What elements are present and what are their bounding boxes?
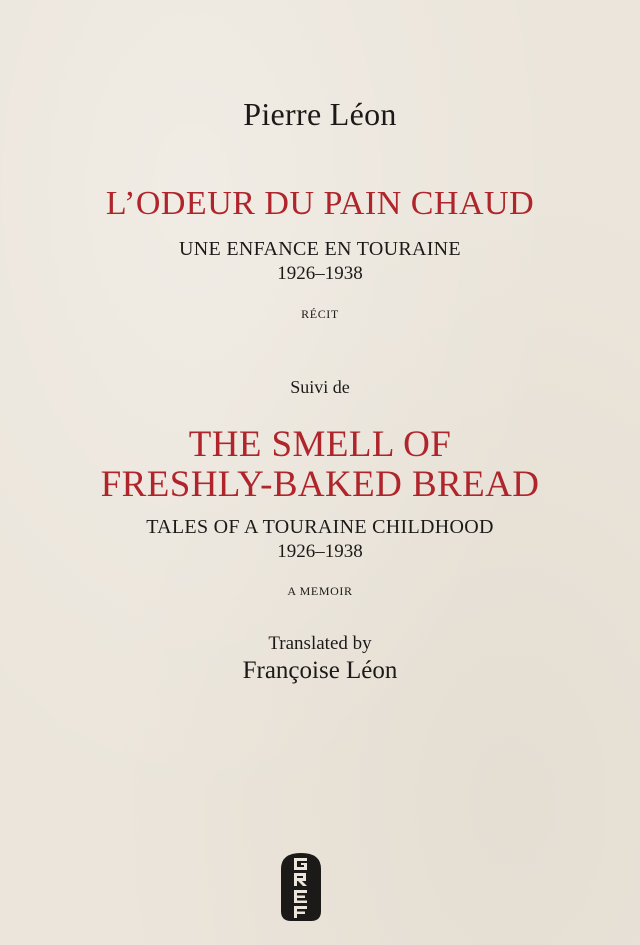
english-years: 1926–1938: [277, 541, 363, 562]
author-name: Pierre Léon: [243, 96, 397, 132]
english-title-line-2: FRESHLY-BAKED BREAD: [100, 464, 540, 505]
translator-name: Françoise Léon: [242, 657, 398, 684]
french-subtitle: UNE ENFANCE EN TOURAINE: [179, 238, 461, 260]
followed-by-label: Suivi de: [290, 377, 350, 397]
translated-by-label: Translated by: [268, 633, 372, 654]
french-genre: RÉCIT: [301, 307, 339, 321]
english-genre: A MEMOIR: [287, 584, 353, 598]
english-subtitle: TALES OF A TOURAINE CHILDHOOD: [146, 516, 494, 538]
gref-publisher-logo-icon: [279, 851, 323, 923]
french-title: L’ODEUR DU PAIN CHAUD: [105, 185, 535, 222]
french-years: 1926–1938: [277, 263, 363, 284]
english-title-line-1: THE SMELL OF: [188, 424, 452, 465]
